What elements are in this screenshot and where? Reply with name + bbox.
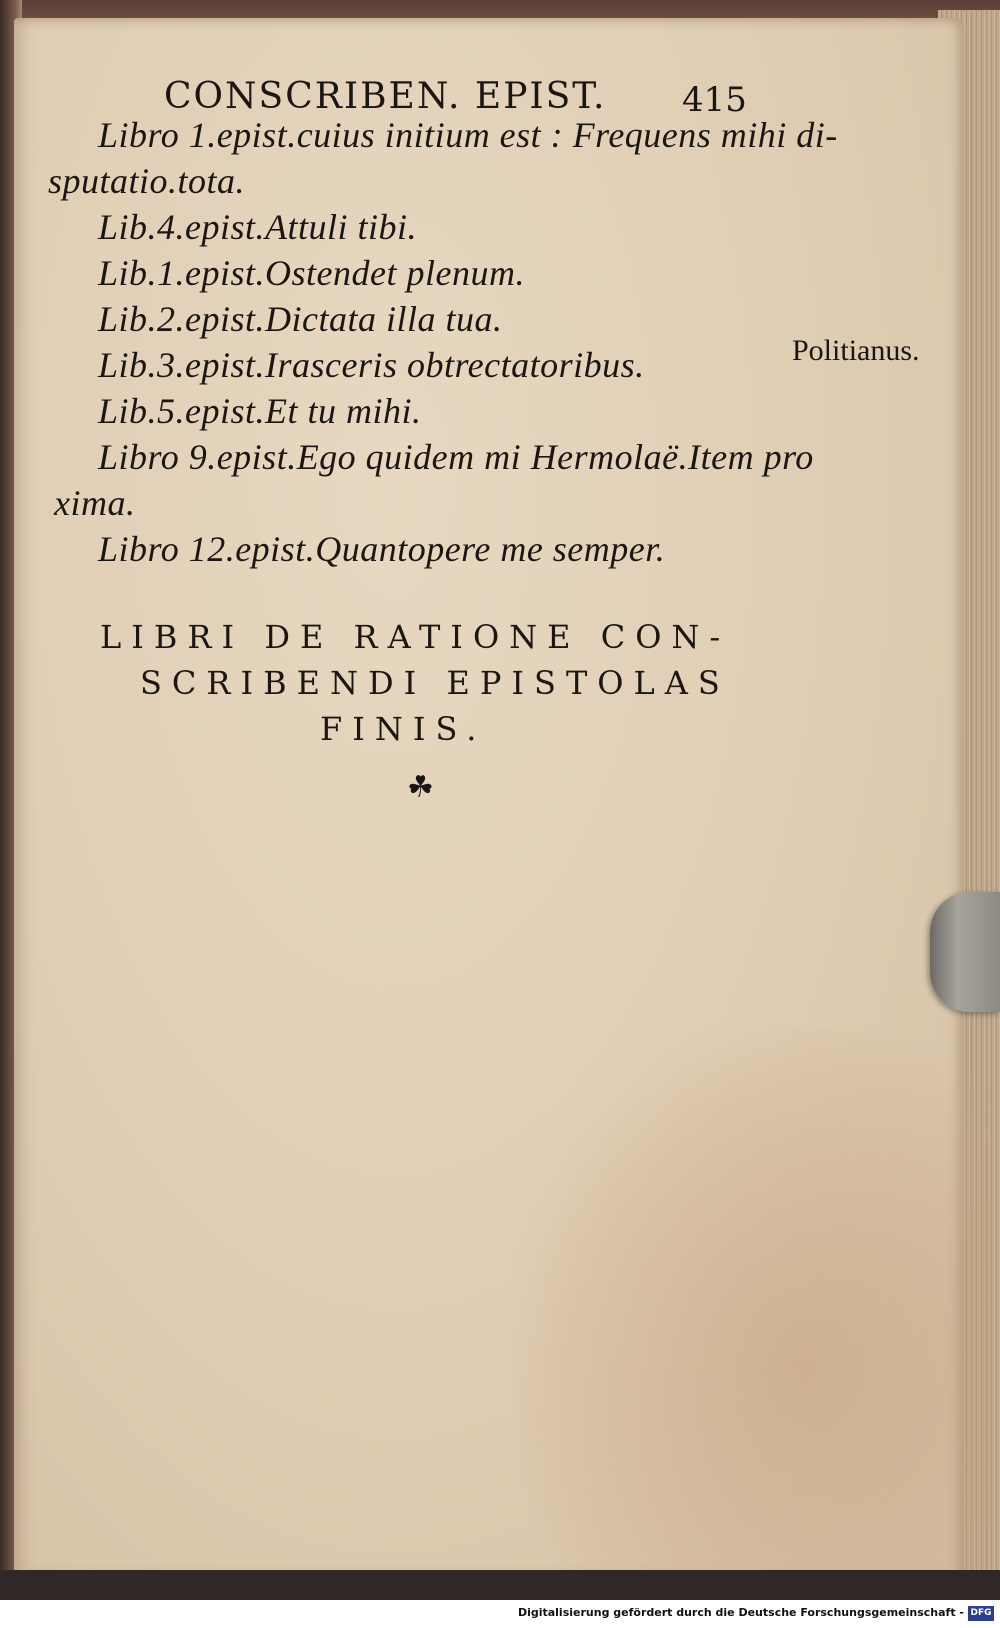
margin-note: Politianus. <box>792 334 920 367</box>
text-line: Lib.4.epist.Attuli tibi. <box>98 207 418 247</box>
dfg-logo: DFG <box>968 1606 994 1621</box>
text-line: Libro 9.epist.Ego quidem mi Hermolaë.Item pro <box>98 437 814 477</box>
colophon-line: SCRIBENDI EPISTOLAS <box>140 664 730 702</box>
colophon-line: LIBRI DE RATIONE CON- <box>100 618 731 656</box>
digitization-footer <box>0 1600 1000 1628</box>
book-page <box>14 18 964 1578</box>
running-head: CONSCRIBEN. EPIST. <box>164 76 607 117</box>
text-line: Lib.3.epist.Irasceris obtrectatoribus. <box>98 345 645 385</box>
text-line: Libro 12.epist.Quantopere me semper. <box>98 529 666 569</box>
page-number: 415 <box>682 80 747 120</box>
text-line: xima. <box>54 483 136 523</box>
text-line: Lib.2.epist.Dictata illa tua. <box>98 299 503 339</box>
funding-credit: Digitalisierung gefördert durch die Deutsche Forschungsgemeinschaft - <box>517 1606 964 1619</box>
text-line: Lib.1.epist.Ostendet plenum. <box>98 253 525 293</box>
text-line: Libro 1.epist.cuius initium est : Frequens mihi di- <box>98 115 838 155</box>
book-clasp <box>930 892 1000 1012</box>
text-line: sputatio.tota. <box>48 161 246 201</box>
fleuron-ornament-icon: ☘ <box>407 770 434 805</box>
scan-bottom-shadow <box>0 1570 1000 1600</box>
colophon-line: FINIS. <box>320 710 487 748</box>
water-stain <box>514 1028 994 1588</box>
text-line: Lib.5.epist.Et tu mihi. <box>98 391 422 431</box>
